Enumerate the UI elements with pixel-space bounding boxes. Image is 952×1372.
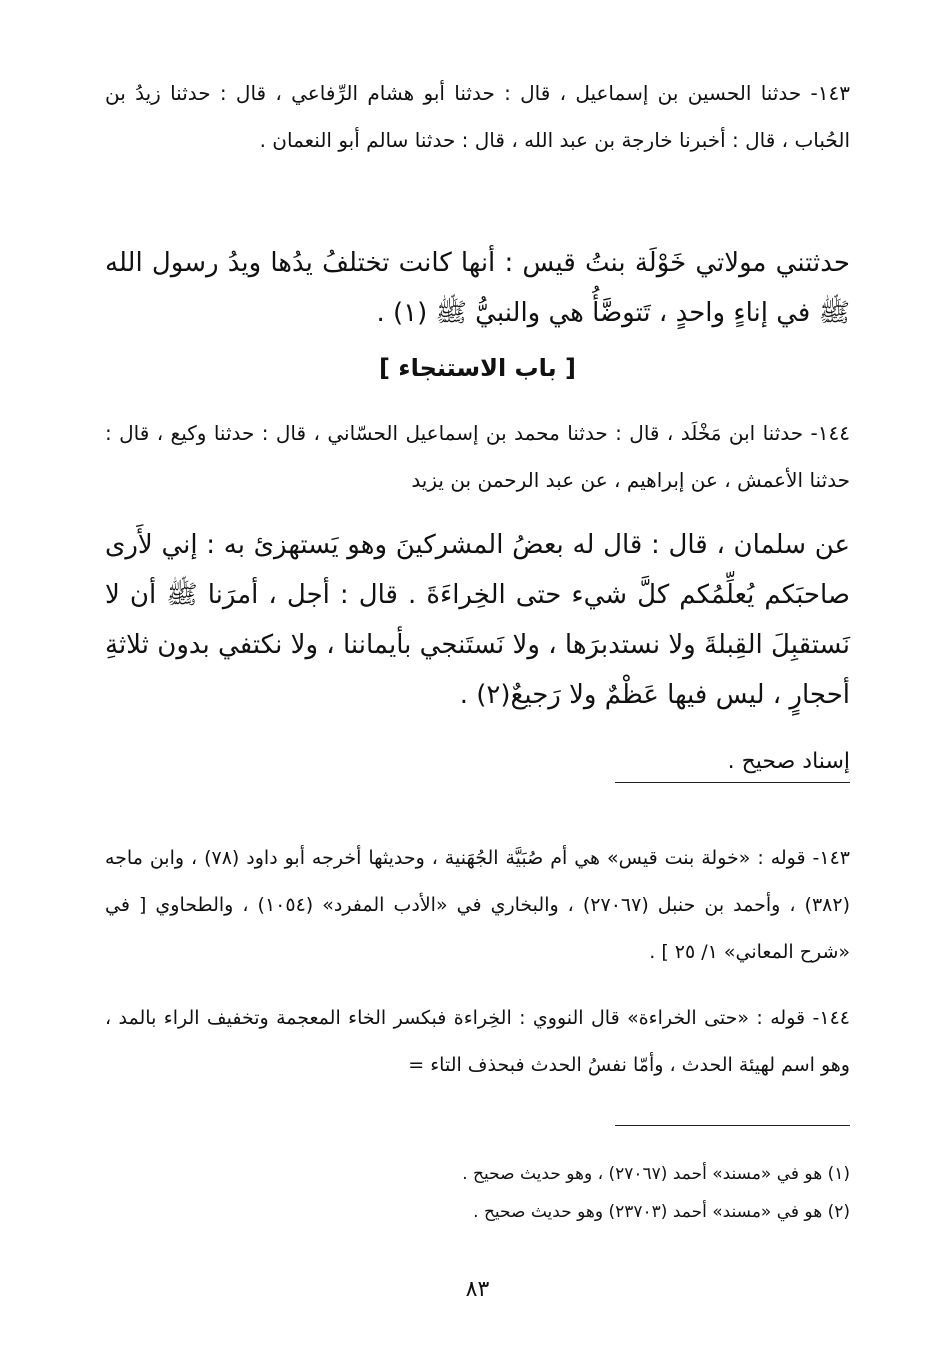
notes-separator: [615, 782, 850, 783]
hadith-144-grade: إسناد صحيح .: [727, 749, 850, 774]
book-page: [105, 60, 850, 1340]
footnotes-separator: [615, 1125, 850, 1126]
hadith-144-matn: عن سلمان ، قال : قال له بعضُ المشركينَ وهو يَستهزئ به : إني لأَرى صاحبَكم يُعلِّمُكم كلَّ شيء حتى الخِراءَةَ . قال : أجل ، أمرَنا ﷺ أن لا نَستقبِلَ القِبلةَ ولا نستدبرَها ، ولا نَستَنجي بأيماننا ، ولا نكتفي بدون ثلاثةِ أحجارٍ ، ليس فيها عَظْمٌ ولا رَجيعٌ(٢) .: [105, 530, 850, 710]
footnote-2: (٢) هو في «مسند» أحمد (٢٣٧٠٣) وهو حديث صحيح .: [473, 1202, 850, 1222]
hadith-143-isnad: ١٤٣- حدثنا الحسين بن إسماعيل ، قال : حدثنا أبو هشام الرِّفاعي ، قال : حدثنا زيدُ بن الحُباب ، قال : أخبرنا خارجة بن عبد الله ، قال : حدثنا سالم أبو النعمان .: [105, 81, 850, 152]
page-number: ٨٣: [465, 1277, 490, 1302]
note-144: ١٤٤- قوله : «حتى الخراءة» قال النووي : الخِراءة فبكسر الخاء المعجمة وتخفيف الراء بالمد ، وهو اسم لهيئة الحدث ، وأمّا نفسُ الحدث فبحذف التاء =: [105, 1007, 850, 1076]
note-143: ١٤٣- قوله : «خولة بنت قيس» هي أم صُبَيَّة الجُهَنية ، وحديثها أخرجه أبو داود (٧٨) ، وابن ماجه (٣٨٢) ، وأحمد بن حنبل (٢٧٠٦٧) ، والبخاري في «الأدب المفرد» (١٠٥٤) ، والطحاوي [ في «شرح المعاني» ١/ ٢٥ ] .: [105, 847, 851, 963]
hadith-143-matn: حدثتني مولاتي خَوْلَة بنتُ قيس : أنها كانت تختلفُ يدُها ويدُ رسول الله ﷺ في إناءٍ واحدٍ ، تَتوضَّأُ هي والنبيُّ ﷺ (١) .: [105, 248, 850, 328]
hadith-144-isnad: ١٤٤- حدثنا ابن مَخْلَد ، قال : حدثنا محمد بن إسماعيل الحسّاني ، قال : حدثنا وكيع ، قال : حدثنا الأعمش ، عن إبراهيم ، عن عبد الرحمن بن يزيد: [105, 421, 850, 492]
footnote-1: (١) هو في «مسند» أحمد (٢٧٠٦٧) ، وهو حديث صحيح .: [462, 1164, 850, 1184]
section-title: [ باب الاستنجاء ]: [378, 354, 576, 382]
